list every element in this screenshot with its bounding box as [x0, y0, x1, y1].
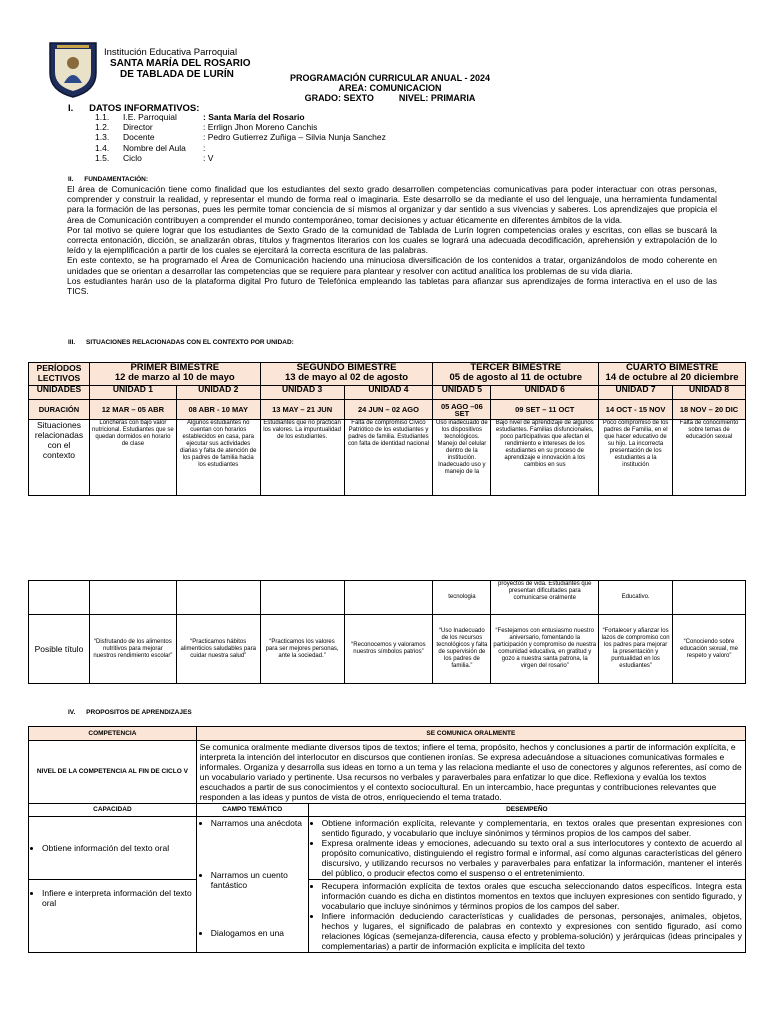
- campo-item: • Narramos una anécdota: [211, 818, 305, 828]
- campo-tematico-cell: [196, 817, 308, 953]
- duracion-row: [29, 400, 746, 420]
- bimestre-header: [433, 363, 599, 386]
- unidad-cell: UNIDAD 5: [433, 386, 491, 400]
- desempeno-item: • Obtiene información explícita, relevante y complementaria, en textos orales que presentan expresiones con sentido figurado, y vocabulario que incluye sinónimos y términos propios de los campos del saber.: [322, 818, 742, 838]
- situacion-cell: Estudiantes que no practican los valores. La impuntualidad de los estudiantes.: [260, 420, 344, 496]
- capacidad-label: CAPACIDAD: [29, 804, 197, 817]
- datos-label: Nombre del Aula: [123, 142, 186, 153]
- continuation-cell: tecnologia: [433, 581, 491, 615]
- bimestre-name: TERCER BIMESTRE: [470, 362, 562, 373]
- bimestre-name: CUARTO BIMESTRE: [625, 362, 719, 373]
- continuation-cell: [89, 581, 176, 615]
- datos-label: Ciclo: [123, 152, 142, 163]
- situaciones-label: Situaciones relacionadas con el contexto: [29, 420, 90, 496]
- capacidad-row: [29, 880, 746, 953]
- competencia-row: [29, 727, 746, 741]
- datos-value: : Santa María del Rosario: [203, 112, 305, 122]
- competencia-value: SE COMUNICA ORALMENTE: [196, 727, 745, 741]
- situacion-cell: Falta de conocimiento sobre temas de educación sexual: [673, 420, 746, 496]
- situaciones-row: [29, 420, 746, 496]
- capacidad-item: • Obtiene información del texto oral: [42, 843, 193, 853]
- datos-heading: I. DATOS INFORMATIVOS:: [68, 103, 200, 114]
- datos-item: [95, 143, 386, 153]
- school-name-line2: DE TABLADA DE LURÍN: [120, 69, 234, 80]
- continuation-cell: [344, 581, 433, 615]
- continuation-cell: proyectos de vida. Estudiantes que presentan dificultades para comunicarse oralmente: [491, 581, 599, 615]
- datos-num: 1.4.: [95, 142, 110, 153]
- titulo-cell: “Fortalecer y afianzar los lazos de compromiso con los padres para mejorar la presentación y puntualidad en los estudiantes”: [599, 615, 673, 684]
- bimestre-dates: 13 de mayo al 02 de agosto: [285, 372, 409, 383]
- situacion-cell: Algunos estudiantes no cuentan con horarios establecidos en casa, para ejecutar sus actividades diarias y falta de atención de los padres de familia hacia los estudiantes: [176, 420, 260, 496]
- situaciones-heading: III. SITUACIONES RELACIONADAS CON EL CONTEXTO POR UNIDAD:: [68, 339, 294, 346]
- desempeno-item: • Expresa oralmente ideas y emociones, adecuando su texto oral a sus interlocutores y contexto de acuerdo al propósito comunicativo, distinguiendo el registro formal e informal, así como algunas características del género discursivo, y utilizando recursos no verbales y paraverbales para enfatizar la información, mantener el interés del público, o producir efectos como el suspenso o el entretenimiento.: [322, 838, 742, 878]
- periodos-label: PERÍODOS LECTIVOS: [29, 363, 90, 386]
- fundamentacion-p2: Por tal motivo se quiere lograr que los estudiantes de Sexto Grado de la comunidad de Tablada de Lurín logren competencias orales y escritas, con ellas se buscará la correcta entonación, dicción, se analizarán obras, títulos y fragmentos literarios con los cuales se logrará una adecuada decodificación, aprehensión y extrapolación de lo leído y la ejemplificación a partir de los cuales se ejercitará la correcta escritura de las palabras.: [67, 224, 717, 256]
- bimestre-dates: 12 de marzo al 10 de mayo: [114, 372, 235, 383]
- titulo-cell: “Practicamos los valores para ser mejores personas, ante la sociedad.”: [260, 615, 344, 684]
- situacion-cell: Loncheras con bajo valor nutricional. Estudiantes que se quedan dormidos en horario de clase: [89, 420, 176, 496]
- titulos-table: [28, 580, 746, 684]
- datos-item: [95, 112, 386, 122]
- competencia-table: [28, 726, 746, 953]
- unidad-cell: UNIDAD 6: [491, 386, 599, 400]
- situacion-cell: Falta de compromiso Cívico Patriótico de los estudiantes y padres de familia. Estudiantes con falta de identidad nacional: [344, 420, 433, 496]
- fundamentacion-p3: En este contexto, se ha programado el Área de Comunicación haciendo una minuciosa diversificación de los contenidos a tratar, organizándolos de modo coherente en unidades que se orientan a desarrollar las competencias que se requiere para plantear y resolver con actitud analítica los problemas de su vida diaria.: [67, 255, 717, 276]
- capacidad-cell: [29, 817, 197, 880]
- datos-list: [95, 112, 386, 163]
- area-label: AREA: COMUNICACION: [338, 83, 442, 93]
- institution-header: [104, 47, 251, 80]
- situacion-cell: Bajo nivel de aprendizaje de algunos estudiantes. Familias disfuncionales, poco participativas que afectan el rendimiento e intereses de los estudiantes en su proceso de aprendizaje e innovación a los cambios en sus: [491, 420, 599, 496]
- fundamentacion-text: [67, 184, 717, 296]
- bimestre-name: PRIMER BIMESTRE: [130, 362, 220, 373]
- datos-num: 1.3.: [95, 132, 110, 143]
- desempeno-label: DESEMPEÑO: [308, 804, 745, 817]
- empty-cell: [29, 581, 90, 615]
- capacidad-header-row: [29, 804, 746, 817]
- datos-value: : Errlign Jhon Moreno Canchis: [203, 122, 318, 133]
- nivel-row: [29, 741, 746, 804]
- datos-item: [95, 153, 386, 163]
- bimestre-header: [260, 363, 433, 386]
- grade-level-label: GRADO: SEXTO NIVEL: PRIMARIA: [304, 93, 476, 103]
- capacidad-row: [29, 817, 746, 880]
- datos-label: Docente: [123, 132, 155, 143]
- datos-label: Director: [123, 122, 153, 133]
- bimestre-header: [89, 363, 260, 386]
- continuation-cell: Educativo.: [599, 581, 673, 615]
- bimestre-dates: 14 de octubre al 20 diciembre: [605, 372, 739, 383]
- school-crest-logo: [48, 41, 98, 99]
- desempeno-item: • Infiere información deduciendo características y cualidades de personas, personajes, animales, objetos, hechos y lugares, el significado de palabras en contexto y expresiones con sentido figurado, así como relaciones lógicas (semejanza-diferencia, causa efecto y problema-solución) y jerárquicas (ideas principales y complementarias) a partir de información explícita e implícita del texto: [322, 911, 742, 951]
- duracion-cell: 12 MAR – 05 ABR: [89, 400, 176, 420]
- unidad-cell: UNIDAD 2: [176, 386, 260, 400]
- competencia-label: COMPETENCIA: [29, 727, 197, 741]
- datos-value: :: [203, 142, 206, 153]
- fundamentacion-p4: Los estudiantes harán uso de la plataforma digital Pro futuro de Telefónica empleando las tabletas para afianzar sus aprendizajes de forma interactiva en el uso de las TICS.: [67, 275, 717, 297]
- titulo-cell: “Festejamos con entusiasmo nuestro aniversario, fomentando la participación y compromiso de nuestra comunidad educativa, en gratitud y gozo a nuestra santa patrona, la virgen del rosario”: [491, 615, 599, 684]
- datos-item: [95, 132, 386, 142]
- datos-num: 1.5.: [95, 152, 110, 163]
- continuation-cell: [260, 581, 344, 615]
- unidad-cell: UNIDAD 3: [260, 386, 344, 400]
- unidades-label: UNIDADES: [29, 386, 90, 400]
- unidad-cell: UNIDAD 4: [344, 386, 433, 400]
- desempeno-cell: [308, 817, 745, 880]
- continuation-row: [29, 581, 746, 615]
- nivel-label: NIVEL DE LA COMPETENCIA AL FIN DE CICLO V: [29, 741, 197, 804]
- schedule-table: [28, 362, 746, 496]
- continuation-cell: [673, 581, 746, 615]
- duracion-cell: 18 NOV – 20 DIC: [673, 400, 746, 420]
- unidad-cell: UNIDAD 8: [673, 386, 746, 400]
- bimestres-row: [29, 363, 746, 386]
- datos-item: [95, 122, 386, 132]
- campo-item: • Dialogamos en una: [211, 928, 305, 938]
- unidades-row: [29, 386, 746, 400]
- duracion-cell: 09 SET – 11 OCT: [491, 400, 599, 420]
- duracion-cell: 08 ABR - 10 MAY: [176, 400, 260, 420]
- titulo-label: Posible título: [29, 615, 90, 684]
- titulo-cell: “Disfrutando de los alimentos nutritivos para mejorar nuestros rendimiento escolar”: [89, 615, 176, 684]
- titulo-cell: “Reconocemos y valoramos nuestros símbolos patrios”: [344, 615, 433, 684]
- desempeno-item: • Recupera información explícita de textos orales que escucha seleccionando datos específicos. Integra esta información cuando es dicha en distintos momentos en textos que incluyen expresiones con sentido figurado, y vocabulario que incluye sinónimos y términos propios de los campos del saber.: [322, 881, 742, 911]
- continuation-cell: [176, 581, 260, 615]
- institution-label: Institución Educativa Parroquial: [104, 47, 238, 58]
- bimestre-name: SEGUNDO BIMESTRE: [296, 362, 397, 373]
- school-name-line1: SANTA MARÍA DEL ROSARIO: [110, 58, 251, 69]
- duracion-cell: 13 MAY – 21 JUN: [260, 400, 344, 420]
- duracion-label: DURACIÓN: [29, 400, 90, 420]
- titulo-cell: “Uso Inadecuado de los recursos tecnológicos y falta de supervisión de los padres de familia.”: [433, 615, 491, 684]
- titulo-cell: “Practicamos hábitos alimenticios saludables para cuidar nuestra salud”: [176, 615, 260, 684]
- capacidad-item: • Infiere e interpreta información del texto oral: [42, 888, 193, 908]
- titulo-cell: “Conociendo sobre educación sexual, me respeto y valoro”: [673, 615, 746, 684]
- program-title: PROGRAMACIÓN CURRICULAR ANUAL - 2024: [289, 73, 490, 83]
- propositos-heading: IV. PROPOSITOS DE APRENDIZAJES: [68, 709, 192, 716]
- unidad-cell: UNIDAD 7: [599, 386, 673, 400]
- unidad-cell: UNIDAD 1: [89, 386, 176, 400]
- datos-num: 1.1.: [95, 112, 110, 122]
- datos-label: I.E. Parroquial: [123, 112, 177, 122]
- fundamentacion-p1: El área de Comunicación tiene como finalidad que los estudiantes del sexto grado desarrollen competencias comunicativas para poder interactuar con otras personas, comprender y construir la realidad, y representar el mundo de forma real o imaginaria. Este desarrollo se da mediante el uso del lenguaje, una herramienta fundamental para la formación de las personas, pues les permite tomar conciencia de sí mismos al organizar y dar sentido a sus vivencias y saberes. Los aprendizajes que propicia el área de Comunicación contribuyen a comprender el mundo contemporáneo, tomar decisiones y actuar éticamente en diferentes ámbitos de la vida.: [67, 184, 717, 225]
- program-title-block: [250, 73, 530, 103]
- datos-value: : V: [203, 152, 214, 163]
- bimestre-header: [599, 363, 746, 386]
- titulos-row: [29, 615, 746, 684]
- datos-num: 1.2.: [95, 122, 110, 133]
- capacidad-cell: [29, 880, 197, 953]
- datos-value: : Pedro Gutierrez Zuñiga – Silvia Nunja Sanchez: [203, 132, 386, 143]
- campo-tematico-label: CAMPO TEMÁTICO: [196, 804, 308, 817]
- duracion-cell: 05 AGO –06 SET: [433, 400, 491, 420]
- situacion-cell: Uso inadecuado de los dispositivos tecnológicos. Manejo del celular dentro de la institución. Inadecuado uso y manejo de la: [433, 420, 491, 496]
- duracion-cell: 14 OCT - 15 NOV: [599, 400, 673, 420]
- duracion-cell: 24 JUN – 02 AGO: [344, 400, 433, 420]
- campo-item: • Narramos un cuento fantástico: [211, 870, 305, 890]
- fundamentacion-heading: II. FUNDAMENTACIÓN:: [68, 176, 149, 183]
- situacion-cell: Poco compromiso de los padres de Familia, en el que hacer educativo de su hijo. La incorrecta presentación de los estudiantes a la institución: [599, 420, 673, 496]
- bimestre-dates: 05 de agosto al 11 de octubre: [449, 372, 583, 383]
- desempeno-cell: [308, 880, 745, 953]
- nivel-text: Se comunica oralmente mediante diversos tipos de textos; infiere el tema, propósito, hechos y conclusiones a partir de información explícita, e interpreta la intención del interlocutor en discursos que contienen ironías. Se expresa adecuándose a situaciones comunicativas formales e informales. Organiza y desarrolla sus ideas en torno a un tema y las relaciona mediante el uso de conectores y algunos referentes, así como de un vocabulario variado y pertinente. Usa recursos no verbales y paraverbales para enfatizar lo que dice. Reflexiona y evalúa los textos escuchados a partir de sus conocimientos y el contexto sociocultural. En un intercambio, hace preguntas y contribuciones relevantes que responden a las ideas y puntos de vista de otros, enriqueciendo el tema tratado.: [196, 741, 745, 804]
